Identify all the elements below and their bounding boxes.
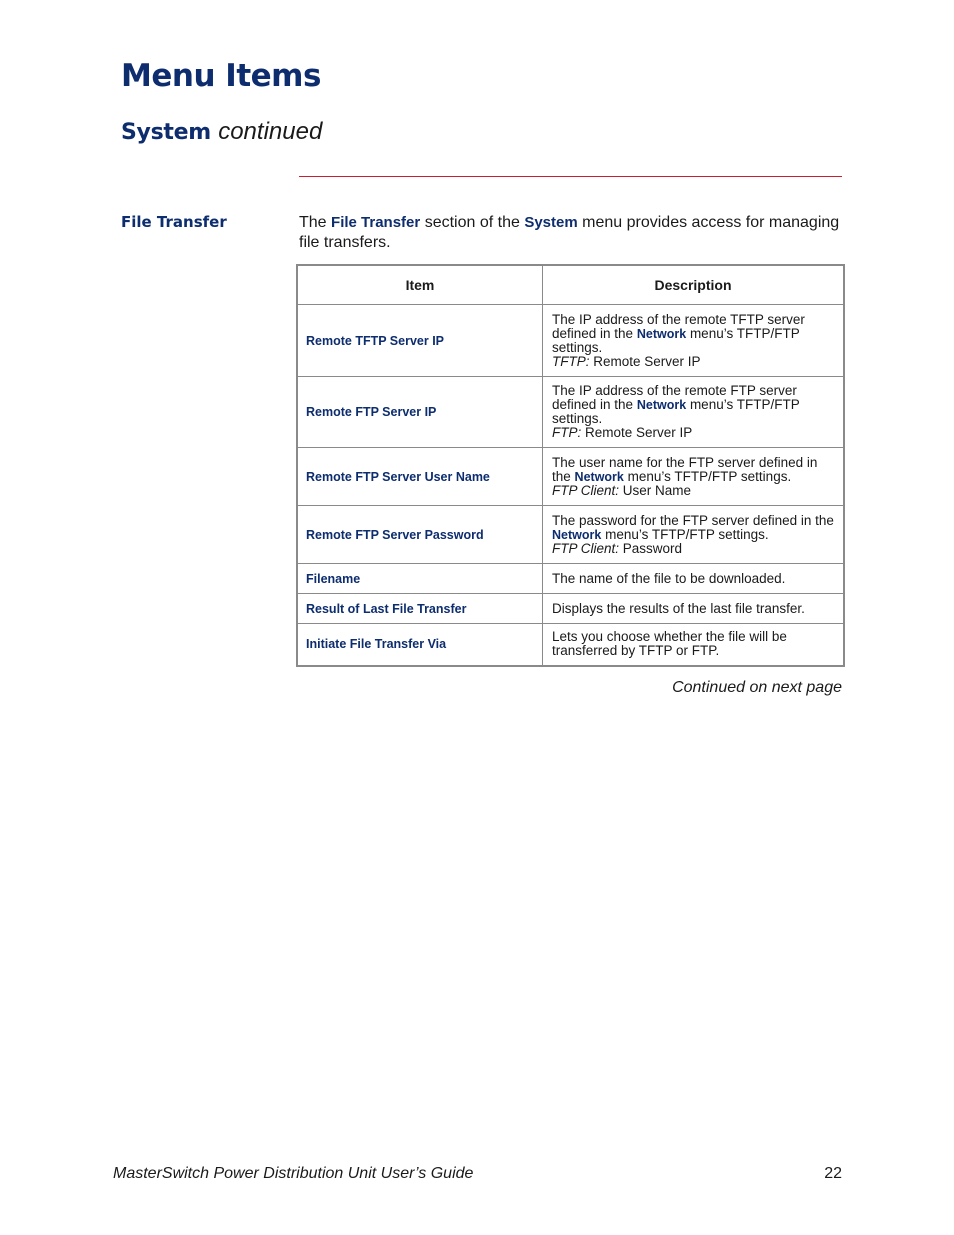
column-header-item: Item (297, 265, 543, 305)
table-row (297, 564, 844, 594)
intro-pre: The (299, 214, 327, 231)
intro-mid: section of the (424, 214, 520, 231)
page-title: Menu Items (121, 58, 321, 94)
item-name: Remote FTP Server IP (297, 377, 543, 448)
menu-path-label: TFTP: (552, 353, 590, 369)
item-description (543, 377, 845, 448)
network-keyword: Network (552, 527, 602, 542)
item-description (543, 448, 845, 506)
item-description: Lets you choose whether the file will be transferred by TFTP or FTP. (543, 624, 845, 666)
menu-path-label: FTP: (552, 425, 582, 440)
desc-text: menu’s TFTP/FTP settings. (605, 526, 769, 542)
section-divider (299, 176, 842, 177)
menu-path-value: User Name (622, 482, 692, 498)
intro-keyword-file-transfer: File Transfer (331, 214, 421, 231)
column-header-description: Description (543, 265, 845, 305)
table-row (297, 506, 844, 564)
table-header-row (297, 265, 844, 305)
desc-text: The IP address of the remote FTP server defined in the (552, 383, 797, 412)
item-description: Displays the results of the last file transfer. (543, 594, 845, 624)
table-row (297, 448, 844, 506)
desc-text: The password for the FTP server defined in the (552, 512, 834, 528)
desc-text: menu’s TFTP/FTP settings. (552, 325, 800, 355)
network-keyword: Network (636, 398, 687, 412)
menu-items-table (296, 264, 845, 667)
desc-text: The user name for the FTP server defined in the (552, 454, 818, 484)
item-name: Remote TFTP Server IP (297, 305, 543, 377)
desc-text: menu’s TFTP/FTP settings. (627, 468, 792, 484)
desc-text: menu’s TFTP/FTP settings. (552, 397, 800, 426)
item-description: The name of the file to be downloaded. (543, 564, 845, 594)
section-subtitle (121, 118, 322, 146)
file-transfer-heading: File Transfer (121, 213, 227, 231)
table-row (297, 377, 844, 448)
menu-path-value: Remote Server IP (585, 425, 693, 440)
continued-note: Continued on next page (672, 679, 842, 696)
footer-guide-title: MasterSwitch Power Distribution Unit User’s Guide (113, 1165, 474, 1182)
subtitle-main: System (121, 120, 211, 145)
network-keyword: Network (636, 326, 687, 341)
intro-post: menu provides access for managing file transfers. (299, 214, 840, 251)
intro-paragraph (299, 213, 844, 253)
item-name: Remote FTP Server Password (297, 506, 543, 564)
item-name: Initiate File Transfer Via (297, 624, 543, 666)
subtitle-continued: continued (218, 118, 323, 145)
menu-path-label: FTP Client: (552, 482, 620, 498)
menu-path-label: FTP Client: (552, 540, 620, 556)
menu-path-value: Password (622, 540, 683, 556)
intro-keyword-system: System (524, 214, 578, 231)
item-name: Remote FTP Server User Name (297, 448, 543, 506)
desc-text: The IP address of the remote TFTP server defined in the (552, 311, 805, 341)
item-name: Filename (297, 564, 543, 594)
item-description (543, 506, 845, 564)
item-description (543, 305, 845, 377)
table-row (297, 624, 844, 666)
table-row (297, 594, 844, 624)
table-row (297, 305, 844, 377)
menu-path-value: Remote Server IP (593, 353, 701, 369)
item-name: Result of Last File Transfer (297, 594, 543, 624)
page-number: 22 (824, 1165, 842, 1182)
network-keyword: Network (574, 469, 624, 484)
